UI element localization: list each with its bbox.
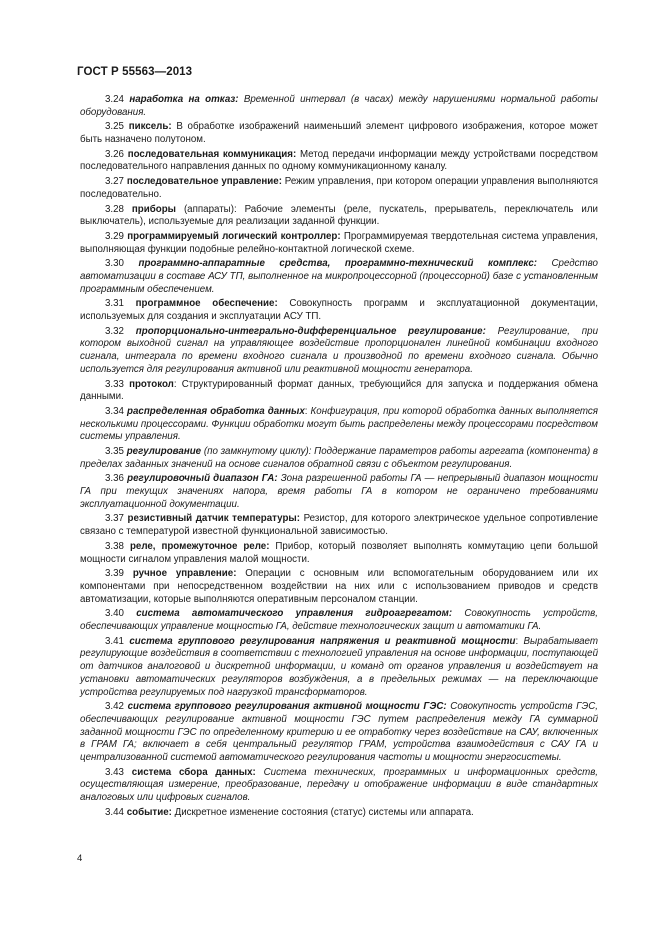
- term-name: распределенная обработка данных: [127, 405, 305, 417]
- term-entry: [80, 298, 598, 323]
- term-number: 3.34: [105, 405, 124, 417]
- term-entry: [80, 204, 598, 229]
- document-header: ГОСТ Р 55563—2013: [77, 66, 193, 78]
- term-definition: Средство автоматизации в составе АСУ ТП, выполненное на микропроцессорной (процессорной) базе с установленным программным обеспечением.: [80, 258, 598, 295]
- term-definition: Совокупность устройств ГЭС, обеспечивающих регулирование активной мощности ГЭС путем распределения между ГА суммарной заданной мощности ГЭС по определенному критерию и ее отработку через воздействие на САУ, включенных в ГРАМ ГА; включает в себя центральный регулятор ГРАМ, устройства взаимодействия с САУ ГА и централизованной системой автоматического регулирования частоты и мощности энергосистемы.: [80, 701, 598, 764]
- term-definition: Конфигурация, при которой обработка данных выполняется несколькими процессорами. Функции обработки могут быть распределены между процессорами посредством системы управления.: [80, 405, 598, 443]
- term-definition: Метод передачи информации между устройствами посредством последовательного направления данных по одному коммуникационному каналу.: [80, 148, 598, 173]
- term-name: система группового регулирования активной мощности ГЭС:: [127, 701, 447, 713]
- term-number: 3.25: [105, 121, 124, 133]
- term-entry: [80, 701, 598, 765]
- term-number: 3.27: [105, 176, 124, 188]
- term-entry: [80, 406, 598, 444]
- term-name: система автоматического управления гидроагрегатом:: [136, 608, 453, 620]
- term-qualifier: (аппараты):: [183, 203, 237, 215]
- term-definition: Вырабатывает регулирующие воздействия в соответствии с технологией управления на основе информации, поступающей от датчиков аналоговой и дискретной информации, и команд от органов управления и воздействует на установки автоматических регуляторов возбуждения, а в предельных режимах — на переключающие устройства регулируемых под нагрузкой трансформаторов.: [80, 635, 598, 698]
- term-number: 3.31: [105, 298, 124, 310]
- term-number: 3.35: [105, 446, 124, 457]
- term-number: 3.37: [105, 513, 124, 525]
- term-name: наработка на отказ:: [129, 94, 239, 105]
- term-qualifier: (по замкнутому циклу):: [203, 446, 312, 457]
- term-entry: [80, 258, 598, 296]
- term-entry: [80, 326, 598, 377]
- term-name: протокол: [129, 378, 174, 390]
- term-definition: Режим управления, при котором операции управления выполняются последовательно.: [80, 176, 598, 200]
- term-entry: [80, 513, 598, 538]
- term-number: 3.39: [105, 568, 124, 580]
- term-entry: [80, 473, 598, 511]
- term-qualifier: :: [304, 405, 308, 417]
- term-entry: [80, 608, 598, 633]
- term-name: регулирование: [126, 446, 202, 457]
- term-entry: [80, 379, 598, 404]
- term-name: последовательное управление:: [126, 176, 282, 188]
- term-definition: Структурированный формат данных, требующийся для запуска и поддержания обмена данными.: [80, 378, 598, 403]
- term-entry: [80, 176, 598, 201]
- term-name: событие:: [126, 806, 172, 818]
- term-entry: [80, 541, 598, 566]
- term-number: 3.42: [105, 701, 124, 713]
- term-entry: [80, 121, 598, 146]
- term-definition: Временной интервал (в часах) между нарушениями нормальной работы оборудования.: [80, 94, 598, 118]
- terms-list: [80, 94, 598, 822]
- term-number: 3.26: [105, 148, 124, 160]
- term-definition: Поддержание параметров работы агрегата (компонента) в пределах заданных значений на основе сигналов обратной связи с объектом регулирования.: [80, 446, 599, 470]
- term-entry: [80, 446, 598, 471]
- term-entry: [80, 568, 598, 606]
- term-number: 3.33: [105, 378, 124, 390]
- term-number: 3.28: [105, 203, 124, 215]
- term-definition: Операции с основным или вспомогательным оборудованием или их компонентами при непосредственном воздействии на них или с использованием приводов и средств автоматизации, которые выполняются оперативным персоналом станции.: [80, 568, 598, 605]
- page-number: 4: [77, 853, 83, 864]
- term-name: программируемый логический контроллер:: [127, 230, 341, 242]
- term-name: система сбора данных:: [131, 766, 256, 778]
- term-name: пропорционально-интегрально-дифференциальное регулирование:: [135, 325, 486, 337]
- term-name: приборы: [131, 203, 177, 215]
- term-name: пиксель:: [128, 121, 172, 133]
- term-number: 3.44: [105, 806, 124, 818]
- term-name: регулировочный диапазон ГА:: [127, 473, 278, 485]
- term-number: 3.38: [105, 540, 124, 552]
- term-definition: Зона разрешенной работы ГА — непрерывный диапазон мощности ГА при текущих значениях напора, время работы ГА в котором не ограничено требованиями эксплуатационной документации.: [80, 473, 598, 510]
- term-number: 3.30: [105, 258, 124, 270]
- term-number: 3.43: [105, 766, 124, 778]
- term-name: ручное управление:: [132, 568, 237, 580]
- term-definition: Резистор, для которого электрическое удельное сопротивление связано с температурой известной функциональной зависимостью.: [80, 513, 598, 538]
- term-name: программно-аппаратные средства, программно-технический комплекс:: [138, 258, 537, 270]
- term-entry: [80, 636, 598, 700]
- term-entry: [80, 231, 598, 256]
- term-definition: Система технических, программных и информационных средств, осуществляющая измерение, преобразование, передачу и отображение информации в виде стандартных аналоговых или цифровых сигналов.: [80, 766, 598, 804]
- term-definition: Программируемая твердотельная система управления, выполняющая функции подобные релейно-контактной логической схеме.: [80, 230, 598, 255]
- term-entry: [80, 149, 598, 174]
- term-name: реле, промежуточное реле:: [129, 540, 270, 552]
- term-name: последовательная коммуникация:: [127, 148, 297, 160]
- term-name: резистивный датчик температуры:: [127, 513, 300, 525]
- term-number: 3.41: [105, 635, 124, 647]
- term-definition: Рабочие элементы (реле, пускатель, прерыватель, переключатель или выключатель), используемые для реализации заданной функции.: [80, 203, 598, 228]
- term-number: 3.24: [105, 94, 124, 105]
- term-definition: Регулирование, при котором выходной сигнал на управляющее воздействие пропорционален линейной комбинации входного сигнала, интеграла по времени входного сигнала и производной по времени входного сигнала. Обычно используется для регулирования активной или реактивной мощности генератора.: [80, 325, 598, 375]
- term-definition: Совокупность устройств, обеспечивающих управление мощностью ГА, действие технологических защит и автоматики ГА.: [80, 608, 598, 633]
- term-definition: Дискретное изменение состояния (статус) системы или аппарата.: [174, 806, 474, 818]
- term-name: система группового регулирования напряжения и реактивной мощности: [129, 635, 516, 647]
- term-name: программное обеспечение:: [135, 298, 278, 310]
- term-entry: [80, 94, 598, 119]
- term-number: 3.36: [105, 473, 124, 485]
- term-definition: В обработке изображений наименьший элемент цифрового изображения, которое может быть назначено полутоном.: [80, 121, 598, 146]
- term-qualifier: :: [515, 635, 519, 647]
- term-definition: Прибор, который позволяет выполнять коммутацию цепи большой мощности сигналом управления малой мощности.: [80, 540, 598, 565]
- term-number: 3.40: [105, 608, 124, 620]
- term-entry: [80, 767, 598, 805]
- term-qualifier: :: [173, 378, 177, 390]
- term-number: 3.29: [105, 230, 124, 242]
- term-number: 3.32: [105, 325, 124, 337]
- term-entry: [80, 807, 598, 820]
- term-definition: Совокупность программ и эксплуатационной документации, используемых для создания и эксплуатации АСУ ТП.: [80, 298, 598, 323]
